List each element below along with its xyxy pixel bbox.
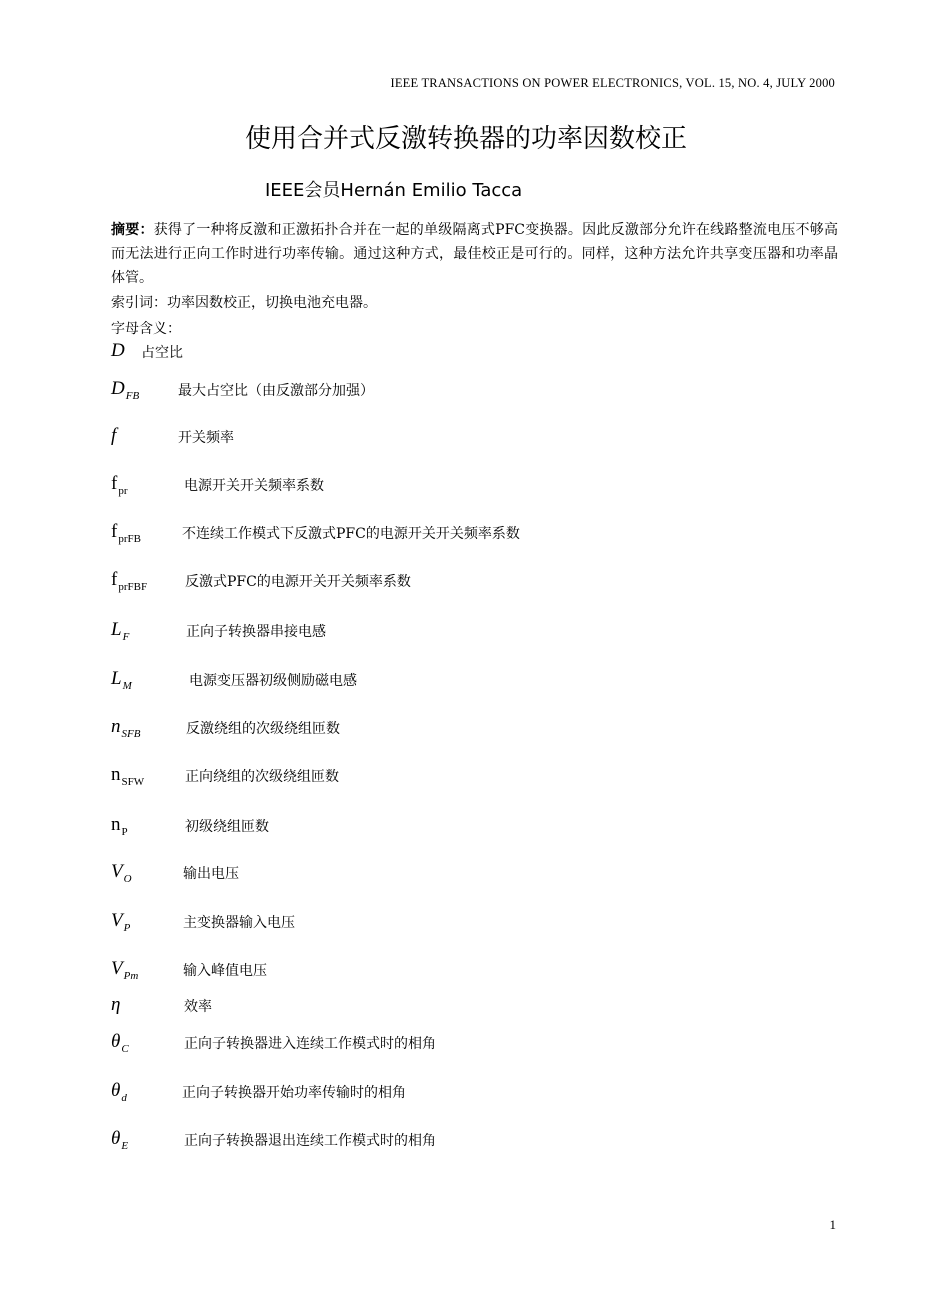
nomenclature-item — [111, 619, 811, 643]
symbol-base: V — [111, 861, 123, 882]
nomenclature-item — [111, 958, 811, 982]
nomenclature-item — [111, 764, 811, 788]
nomenclature-heading: 字母含义： — [111, 321, 181, 337]
nomenclature-description: 效率 — [184, 999, 212, 1015]
symbol-base: n — [111, 764, 121, 785]
nomenclature-description: 不连续工作模式下反激式PFC的电源开关开关频率系数 — [182, 526, 520, 542]
nomenclature-symbol — [111, 340, 125, 362]
symbol-base: θ — [111, 1128, 121, 1149]
symbol-subscript: M — [122, 680, 132, 692]
symbol-subscript: E — [121, 1140, 129, 1152]
nomenclature-item — [111, 814, 811, 838]
index-terms: 索引词：功率因数校正，切换电池充电器。 — [111, 295, 377, 311]
nomenclature-item — [111, 378, 811, 402]
nomenclature-description: 正向子转换器串接电感 — [186, 624, 326, 640]
symbol-base: η — [111, 994, 121, 1015]
nomenclature-symbol — [111, 994, 120, 1016]
abstract — [111, 218, 838, 290]
symbol-base: L — [111, 619, 122, 640]
nomenclature-symbol — [111, 521, 141, 545]
nomenclature-description: 正向子转换器退出连续工作模式时的相角 — [184, 1133, 436, 1149]
nomenclature-item — [111, 521, 811, 545]
abstract-text: 获得了一种将反激和正激拓扑合并在一起的单级隔离式PFC变换器。因此反激部分允许在线路整流电压不够高而无法进行正向工作时进行功率传输。通过这种方式，最佳校正是可行的。同样，这种方法允许共享变压器和功率晶体管。 — [111, 222, 839, 286]
nomenclature-symbol — [111, 378, 139, 402]
symbol-base: n — [111, 814, 121, 835]
symbol-base: n — [111, 716, 121, 737]
nomenclature-symbol — [111, 1080, 127, 1104]
symbol-base: f — [111, 425, 117, 446]
nomenclature-description: 正向子转换器开始功率传输时的相角 — [182, 1085, 406, 1101]
nomenclature-item — [111, 425, 811, 449]
symbol-base: L — [111, 668, 122, 689]
symbol-base: D — [111, 378, 125, 399]
nomenclature-symbol — [111, 861, 132, 885]
nomenclature-description: 电源开关开关频率系数 — [184, 478, 324, 494]
nomenclature-description: 占空比 — [141, 345, 183, 361]
symbol-base: D — [111, 340, 125, 361]
nomenclature-item — [111, 1128, 811, 1152]
nomenclature-item — [111, 716, 811, 740]
nomenclature-item — [111, 994, 811, 1018]
symbol-subscript: C — [121, 1043, 129, 1055]
nomenclature-symbol — [111, 569, 147, 593]
symbol-subscript: P — [123, 922, 131, 934]
nomenclature-symbol — [111, 668, 132, 692]
nomenclature-symbol — [111, 716, 140, 740]
symbol-subscript: P — [121, 826, 128, 838]
symbol-subscript: SFB — [121, 728, 141, 740]
nomenclature-symbol — [111, 814, 128, 838]
nomenclature-description: 电源变压器初级侧励磁电感 — [189, 673, 357, 689]
nomenclature-symbol — [111, 910, 130, 934]
symbol-subscript: prFB — [118, 533, 141, 545]
nomenclature-symbol — [111, 619, 129, 643]
nomenclature-description: 最大占空比（由反激部分加强） — [178, 383, 374, 399]
symbol-base: V — [111, 958, 123, 979]
paper-title: 使用合并式反激转换器的功率因数校正 — [244, 124, 687, 154]
nomenclature-description: 反激绕组的次级绕组匝数 — [186, 721, 340, 737]
symbol-base: θ — [111, 1031, 121, 1052]
nomenclature-description: 输入峰值电压 — [183, 963, 267, 979]
symbol-subscript: FB — [125, 390, 140, 402]
symbol-subscript: Pm — [123, 970, 139, 982]
symbol-base: f — [111, 569, 118, 590]
nomenclature-description: 主变换器输入电压 — [183, 915, 295, 931]
nomenclature-symbol — [111, 958, 138, 982]
nomenclature-item — [111, 668, 811, 692]
nomenclature-item — [111, 910, 811, 934]
nomenclature-symbol — [111, 425, 116, 447]
symbol-base: θ — [111, 1080, 121, 1101]
abstract-label: 摘要： — [111, 222, 154, 238]
nomenclature-symbol — [111, 1128, 128, 1152]
nomenclature-symbol — [111, 473, 128, 497]
symbol-subscript: F — [122, 631, 130, 643]
nomenclature-item — [111, 861, 811, 885]
page-number: 1 — [829, 1217, 836, 1232]
nomenclature-item — [111, 1080, 811, 1104]
nomenclature-description: 输出电压 — [183, 866, 239, 882]
running-header: IEEE TRANSACTIONS ON POWER ELECTRONICS, VOL. 15, NO. 4, JULY 2000 — [390, 76, 835, 90]
symbol-subscript: d — [121, 1092, 127, 1104]
nomenclature-item — [111, 473, 811, 497]
nomenclature-description: 初级绕组匝数 — [185, 819, 269, 835]
nomenclature-item — [111, 1031, 811, 1055]
symbol-subscript: prFBF — [118, 581, 148, 593]
nomenclature-description: 反激式PFC的电源开关开关频率系数 — [185, 574, 411, 590]
nomenclature-description: 开关频率 — [178, 430, 234, 446]
nomenclature-symbol — [111, 764, 144, 788]
symbol-base: f — [111, 473, 118, 494]
nomenclature-description: 正向子转换器进入连续工作模式时的相角 — [184, 1036, 436, 1052]
symbol-subscript: SFW — [121, 776, 145, 788]
symbol-base: f — [111, 521, 118, 542]
author-line: IEEE会员Hernán Emilio Tacca — [265, 180, 523, 201]
nomenclature-item — [111, 569, 811, 593]
symbol-subscript: pr — [118, 485, 128, 497]
nomenclature-symbol — [111, 1031, 129, 1055]
nomenclature-item — [111, 340, 811, 364]
nomenclature-description: 正向绕组的次级绕组匝数 — [185, 769, 339, 785]
symbol-base: V — [111, 910, 123, 931]
symbol-subscript: O — [123, 873, 132, 885]
